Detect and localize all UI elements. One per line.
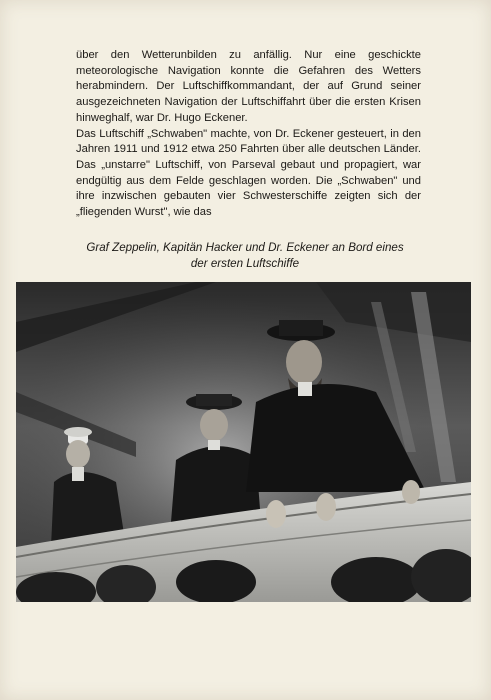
photo-caption bbox=[16, 240, 474, 272]
caption-line-2: der ersten Luftschiffe bbox=[190, 257, 300, 270]
paragraph-2: Das Luftschiff „Schwaben" machte, von Dr. Eckener gesteuert, in den Jahren 1911 und 1912 etwa 250 Fahrten über alle deutschen Länder. Das „unstarre" Luftschiff, von Parseval gebaut und propagiert, war endgültig aus dem Felde geschlagen worden. Die „Schwaben" und ihre inzwischen gebauten vier Schwesterschiffe zeigten sich der „fliegenden Wurst", wie das bbox=[76, 127, 421, 219]
historical-photo bbox=[16, 282, 471, 602]
body-text bbox=[76, 48, 421, 221]
photo-illustration bbox=[16, 282, 471, 602]
paragraph-1: über den Wetterunbilden zu anfällig. Nur eine geschickte meteorologische Navigation konnte die Gefahren des Wetters herabmindern. Der Luftschiffkommandant, der auf Grund seiner ausgezeichneten Navigation der Luftschiffahrt über die ersten Krisen hinweghalf, war Dr. Hugo Eckener. bbox=[76, 49, 421, 124]
caption-line-1: Graf Zeppelin, Kapitän Hacker und Dr. Eckener an Bord eines bbox=[86, 241, 404, 254]
